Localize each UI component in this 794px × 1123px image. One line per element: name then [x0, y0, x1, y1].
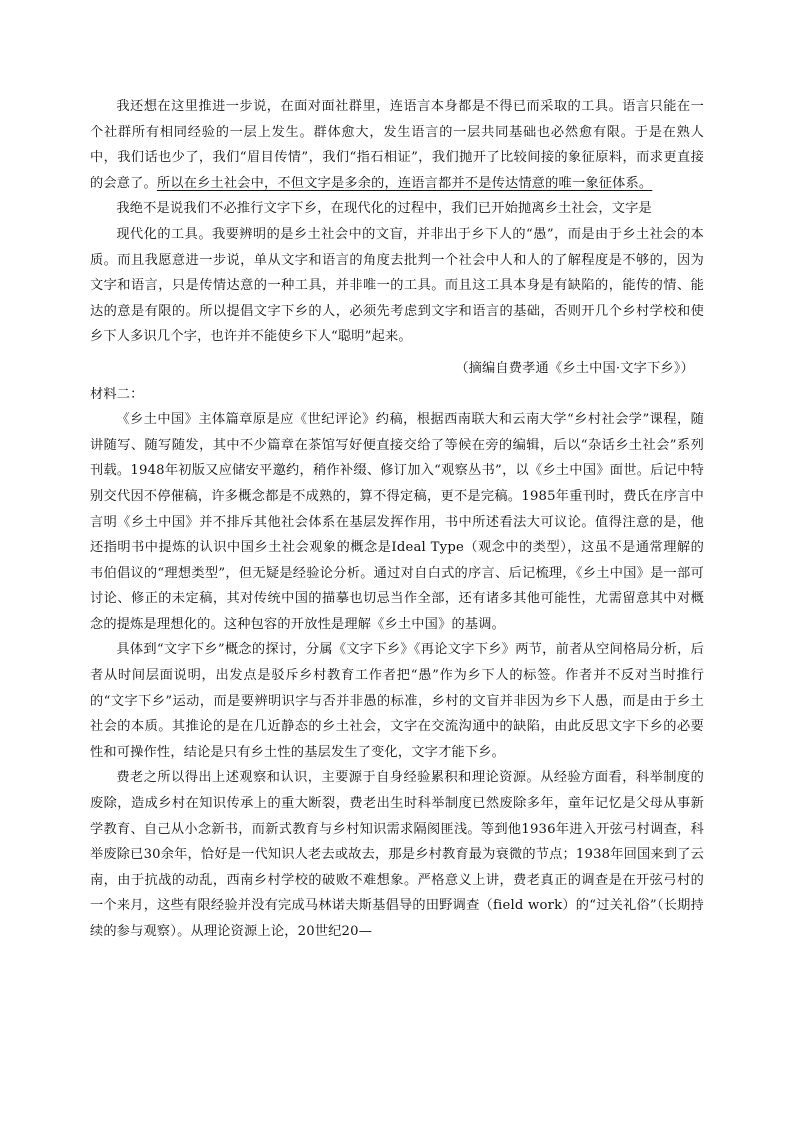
- source-citation: （摘编自费孝通《乡土中国·文字下乡》）: [455, 360, 694, 376]
- paragraph-1-text: 我还想在这里推进一步说，在面对面社群里，连语言本身都是不得已而采取的工具。语言只能在一个社群所有相同经验的一层上发生。群体愈大，发生语言的一层共同基础也必然愈有限。于是在熟人中，我们话也少了，我们“眉目传情”，我们“指石相证”，我们抛开了比较间接的象征原料，而求更直接的会意了。: [90, 99, 704, 191]
- material-one-paragraph-2-rest: 现代化的工具。我要辨明的是乡土社会中的文盲，并非出于乡下人的“愚”，而是由于乡土社会的本质。而且我愿意进一步说，单从文字和语言的角度去批判一个社会中人和人的了解程度是不够的，因为文字和语言，只是传情达意的一种工具，并非唯一的工具。而且这工具本身是有缺陷的，能传的情、能达的意是有限的。所以提倡文字下乡的人，必须先考虑到文字和语言的基础，否则开几个乡村学校和使乡下人多识几个字，也许并不能使乡下人“聪明”起来。: [90, 226, 704, 345]
- material-one-paragraph-2-line-1: 我绝不是说我们不必推行文字下乡，在现代化的过程中，我们已开始抛离乡土社会，文字是: [116, 201, 652, 217]
- material-two-heading: 材料二：: [90, 386, 144, 402]
- material-one-paragraph-1: [90, 94, 704, 196]
- material-two-paragraph-3: 费老之所以得出上述观察和认识，主要源于自身经验累积和理论资源。从经验方面看，科举制度的废除，造成乡村在知识传承上的重大断裂，费老出生时科举制度已然废除多年，童年记忆是父母从事新学教育、自己从小念新书，而新式教育与乡村知识需求隔阂匪浅。等到他1936年进入开弦弓村调查，科举废除已30余年，恰好是一代知识人老去或故去，那是乡村教育最为衰微的节点；1938年回国来到了云南，由于抗战的动乱，西南乡村学校的破败不难想象。严格意义上讲，费老真正的调查是在开弦弓村的一个来月，这些有限经验并没有完成马林诺夫斯基倡导的田野调查（field work）的“过关礼俗”（长期持续的参与观察）。从理论资源上论，20世纪20—: [90, 770, 704, 939]
- material-two-paragraph-1: 《乡土中国》主体篇章原是应《世纪评论》约稿，根据西南联大和云南大学“乡村社会学”课程，随讲随写、随写随发，其中不少篇章在茶馆写好便直接交给了等候在旁的编辑，后以“杂话乡土社会”系列刊载。1948年初版又应储安平邀约，稍作补缀、修订加入“观察丛书”，以《乡土中国》面世。后记中特别交代因不停催稿，许多概念都是不成熟的，算不得定稿，更不是完稿。1985年重刊时，费氏在序言中言明《乡土中国》并不排斥其他社会体系在基层发挥作用，书中所述看法大可议论。值得注意的是，他还指明书中提炼的认识中国乡土社会观象的概念是Ideal Type（观念中的类型），这虽不是通常理解的韦伯倡议的“理想类型”，但无疑是经验论分析。通过对自白式的序言、后记梳理，《乡土中国》是一部可讨论、修正的未定稿，其对传统中国的描摹也切忌当作全部，还有诸多其他可能性，尤需留意其中对概念的提炼是理想化的。这种包容的开放性是理解《乡土中国》的基调。: [90, 412, 704, 632]
- underlined-sentence: 所以在乡土社会中，不但文字是多余的，连语言都并不是传达情意的唯一象征体系。: [156, 175, 653, 191]
- material-two-paragraph-2: 具体到“文字下乡”概念的探讨，分属《文字下乡》《再论文字下乡》两节，前者从空间格局分析，后者从时间层面说明，出发点是驳斥乡村教育工作者把“愚”作为乡下人的标签。作者并不反对当时推行的“文字下乡”运动，而是要辨明识字与否并非愚的标准，乡村的文盲并非因为乡下人愚，而是由于乡土社会的本质。其推论的是在几近静态的乡土社会，文字在交流沟通中的缺陷，由此反思文字下乡的必要性和可操作性，结论是只有乡土性的基层发生了变化，文字才能下乡。: [90, 642, 704, 760]
